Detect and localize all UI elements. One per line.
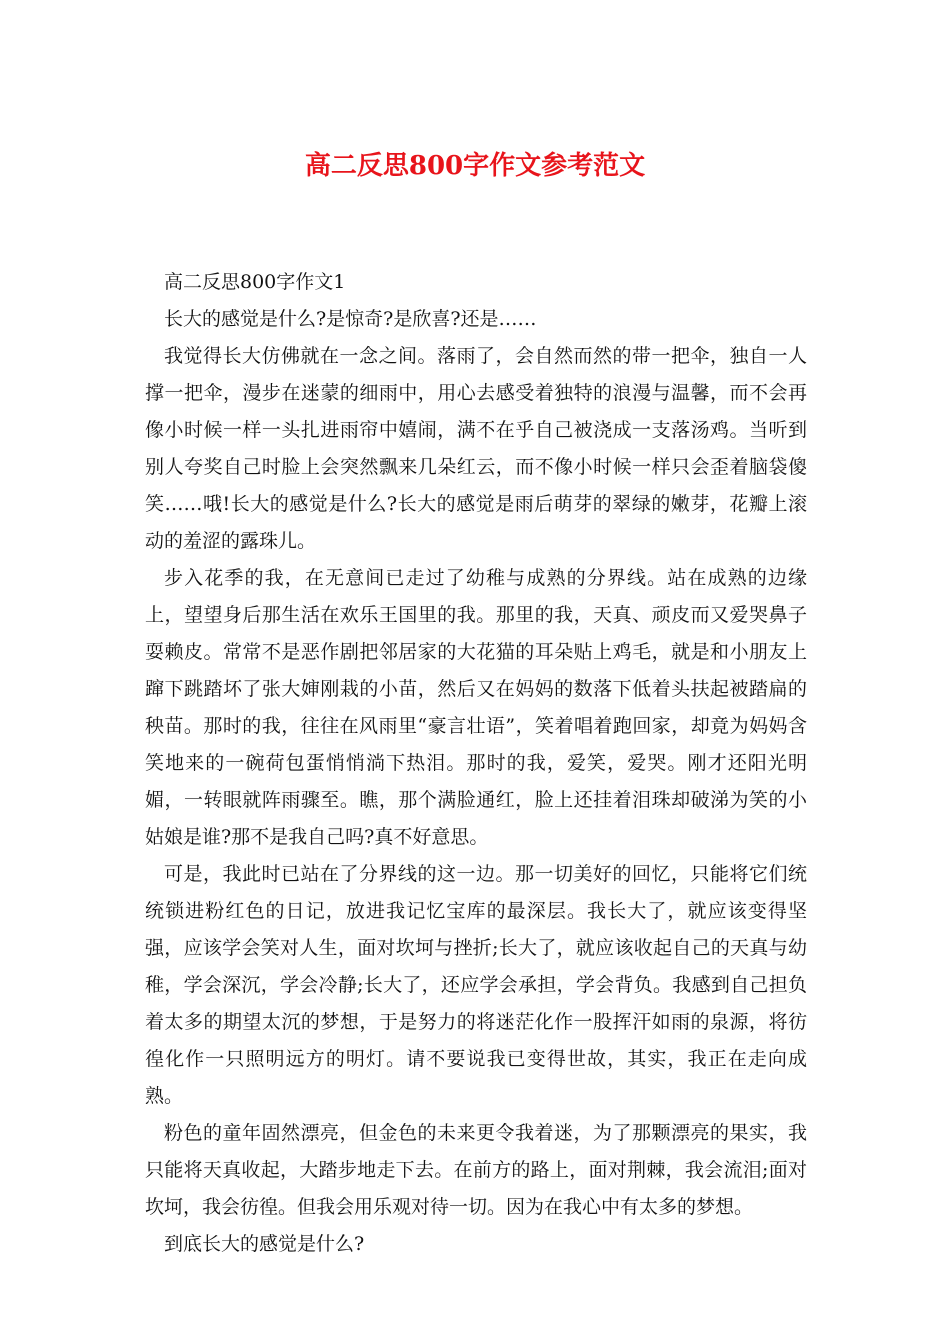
document-body	[145, 264, 807, 1263]
paragraph: 我觉得长大仿佛就在一念之间。落雨了，会自然而然的带一把伞，独自一人撑一把伞，漫步在迷蒙的细雨中，用心去感受着独特的浪漫与温馨，而不会再像小时候一样一头扎进雨帘中嬉闹，满不在乎自己被浇成一支落汤鸡。当听到别人夸奖自己时脸上会突然飘来几朵红云，而不像小时候一样只会歪着脑袋傻笑……哦!长大的感觉是什么?长大的感觉是雨后萌芽的翠绿的嫩芽，花瓣上滚动的羞涩的露珠儿。	[145, 345, 807, 552]
section-heading: 高二反思800字作文1	[164, 271, 346, 293]
paragraph: 到底长大的感觉是什么?	[164, 1233, 365, 1255]
paragraph: 步入花季的我，在无意间已走过了幼稚与成熟的分界线。站在成熟的边缘上，望望身后那生活在欢乐王国里的我。那里的我，天真、顽皮而又爱哭鼻子耍赖皮。常常不是恶作剧把邻居家的大花猫的耳朵贴上鸡毛，就是和小朋友上蹿下跳踏坏了张大婶刚栽的小苗，然后又在妈妈的数落下低着头扶起被踏扁的秧苗。那时的我，往往在风雨里“豪言壮语”，笑着唱着跑回家，却竟为妈妈含笑地来的一碗荷包蛋悄悄淌下热泪。那时的我，爱笑，爱哭。刚才还阳光明媚，一转眼就阵雨骤至。瞧，那个满脸通红，脸上还挂着泪珠却破涕为笑的小姑娘是谁?那不是我自己吗?真不好意思。	[145, 567, 807, 848]
paragraph: 长大的感觉是什么?是惊奇?是欣喜?还是……	[164, 308, 537, 330]
paragraph: 可是，我此时已站在了分界线的这一边。那一切美好的回忆，只能将它们统统锁进粉红色的日记，放进我记忆宝库的最深层。我长大了，就应该变得坚强，应该学会笑对人生，面对坎坷与挫折;长大了，就应该收起自己的天真与幼稚，学会深沉，学会冷静;长大了，还应学会承担，学会背负。我感到自己担负着太多的期望太沉的梦想，于是努力的将迷茫化作一股挥汗如雨的泉源，将彷徨化作一只照明远方的明灯。请不要说我已变得世故，其实，我正在走向成熟。	[145, 863, 807, 1107]
paragraph: 粉色的童年固然漂亮，但金色的未来更令我着迷，为了那颗漂亮的果实，我只能将天真收起，大踏步地走下去。在前方的路上，面对荆棘，我会流泪;面对坎坷，我会彷徨。但我会用乐观对待一切。因为在我心中有太多的梦想。	[145, 1122, 807, 1218]
document-title: 高二反思800字作文参考范文	[304, 151, 646, 181]
